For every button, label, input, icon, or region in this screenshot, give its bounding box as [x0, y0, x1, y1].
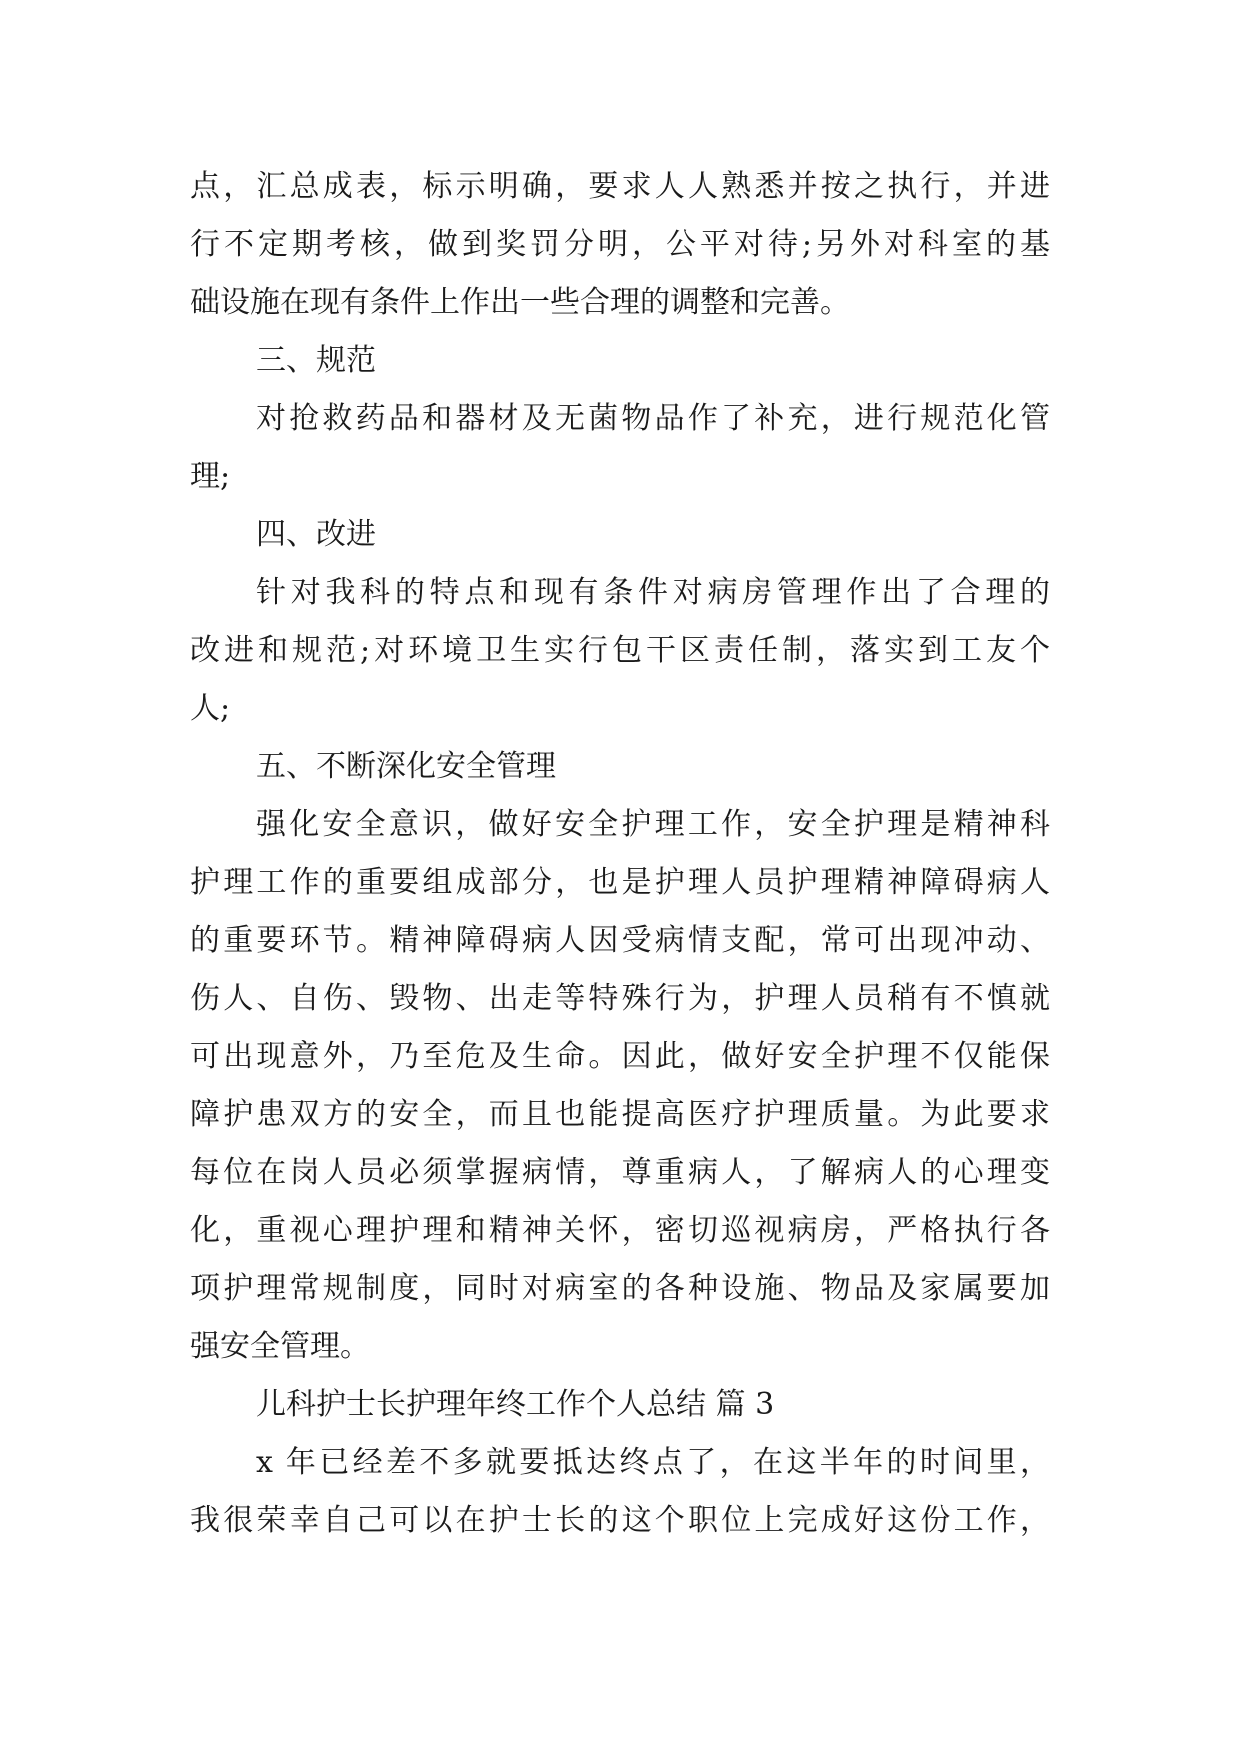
- text-line: 障护患双方的安全，而且也能提高医疗护理质量。为此要求: [190, 1097, 1050, 1132]
- text-line: 护理工作的重要组成部分，也是护理人员护理精神障碍病人: [190, 865, 1050, 900]
- text-line: x 年已经差不多就要抵达终点了，在这半年的时间里，: [256, 1445, 1050, 1480]
- text-line: 的重要环节。精神障碍病人因受病情支配，常可出现冲动、: [190, 923, 1050, 958]
- text-line: 强化安全意识，做好安全护理工作，安全护理是精神科: [256, 807, 1050, 842]
- text-line: 五、不断深化安全管理: [256, 749, 556, 784]
- text-line: 针对我科的特点和现有条件对病房管理作出了合理的: [256, 575, 1050, 610]
- document-body: [190, 158, 1050, 1550]
- text-line: 三、规范: [256, 343, 376, 378]
- text-line: 改进和规范;对环境卫生实行包干区责任制，落实到工友个: [190, 633, 1050, 668]
- text-line: 可出现意外，乃至危及生命。因此，做好安全护理不仅能保: [190, 1039, 1050, 1074]
- text-line: 四、改进: [256, 517, 376, 552]
- text-line: 对抢救药品和器材及无菌物品作了补充，进行规范化管: [256, 401, 1050, 436]
- text-line: 强安全管理。: [190, 1329, 370, 1364]
- text-line: 每位在岗人员必须掌握病情，尊重病人，了解病人的心理变: [190, 1155, 1050, 1190]
- text-line: 人;: [190, 691, 231, 726]
- text-line: 础设施在现有条件上作出一些合理的调整和完善。: [190, 285, 850, 320]
- text-line: 化，重视心理护理和精神关怀，密切巡视病房，严格执行各: [190, 1213, 1050, 1248]
- text-line: 项护理常规制度，同时对病室的各种设施、物品及家属要加: [190, 1271, 1050, 1306]
- text-line: 点，汇总成表，标示明确，要求人人熟悉并按之执行，并进: [190, 169, 1050, 204]
- text-line: 伤人、自伤、毁物、出走等特殊行为，护理人员稍有不慎就: [190, 981, 1050, 1016]
- text-line: 行不定期考核，做到奖罚分明，公平对待;另外对科室的基: [190, 227, 1050, 262]
- text-line: 儿科护士长护理年终工作个人总结 篇 3: [256, 1387, 775, 1422]
- text-line: 理;: [190, 459, 231, 494]
- text-line: 我很荣幸自己可以在护士长的这个职位上完成好这份工作，: [190, 1503, 1050, 1538]
